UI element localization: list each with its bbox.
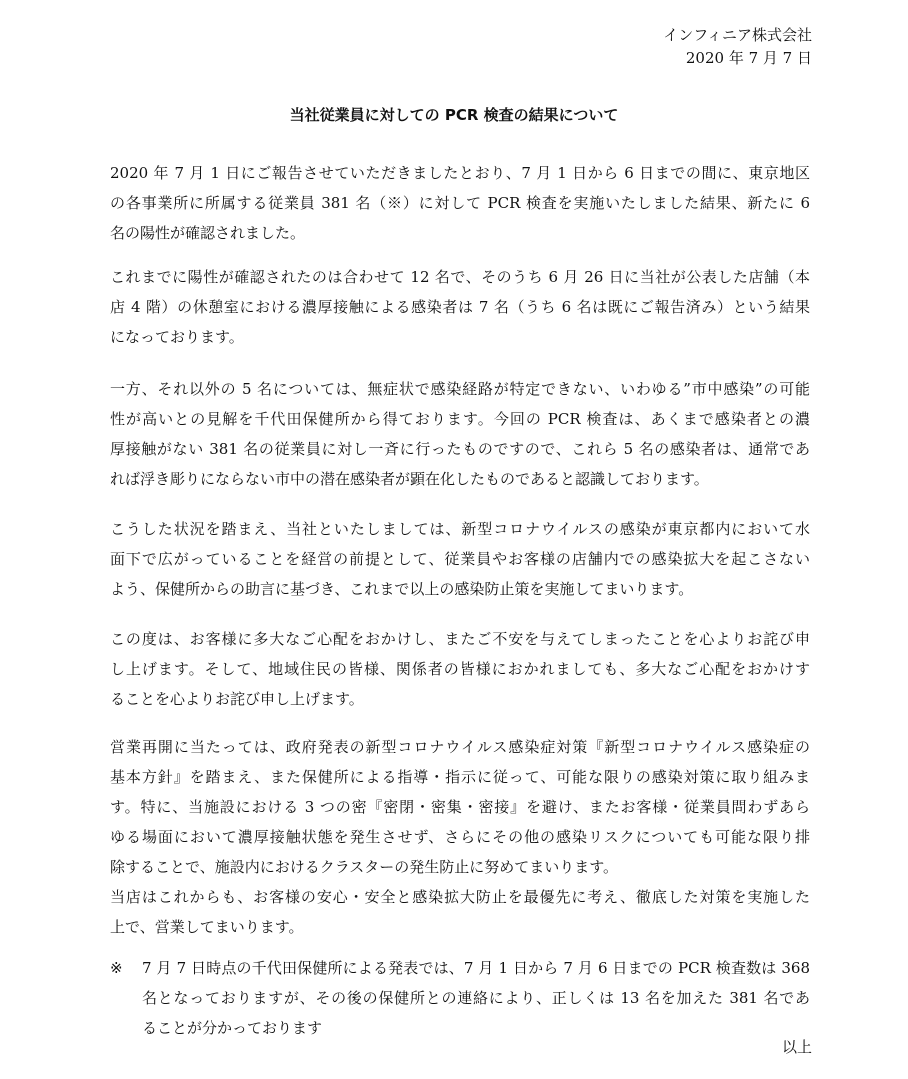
paragraph-line: こうした状況を踏まえ、当社といたしましては、新型コロナウイルスの感染が東京都内において水 <box>110 520 810 538</box>
paragraph-line: す。特に、当施設における 3 つの密『密閉・密集・密接』を避け、またお客様・従業員問わずあら <box>110 798 810 816</box>
paragraph-line: 面下で広がっていることを経営の前提として、従業員やお客様の店舗内での感染拡大を起こさない <box>110 550 810 568</box>
paragraph-line: し上げます。そして、地域住民の皆様、関係者の皆様におかれましても、多大なご心配をおかけす <box>110 660 810 678</box>
paragraph-4 <box>110 514 810 604</box>
closing-mark: 以上 <box>781 1038 812 1056</box>
paragraph-line: 店 4 階）の休憩室における濃厚接触による感染者は 7 名（うち 6 名は既にご報告済み）という結果 <box>110 298 810 316</box>
paragraph-line: 上で、営業してまいります。 <box>110 918 304 936</box>
paragraph-2 <box>110 262 810 352</box>
paragraph-line: この度は、お客様に多大なご心配をおかけし、またご不安を与えてしまったことを心よりお詫び申 <box>110 630 810 648</box>
paragraph-line: ゆる場面において濃厚接触状態を発生させず、さらにその他の感染リスクについても可能な限り排 <box>110 828 810 846</box>
paragraph-line: れば浮き彫りにならない市中の潜在感染者が顕在化したものであると認識しております。 <box>110 470 709 488</box>
footnote-mark: ※ <box>110 959 123 977</box>
footnote-body <box>142 953 810 1043</box>
paragraph-line: 基本方針』を踏まえ、また保健所による指導・指示に従って、可能な限りの感染対策に取り組みま <box>110 768 810 786</box>
footnote-line: 名となっておりますが、その後の保健所との連絡により、正しくは 13 名を加えた 381 名であ <box>142 989 810 1007</box>
paragraph-6 <box>110 732 810 942</box>
paragraph-1 <box>110 158 810 248</box>
paragraph-line: ることを心よりお詫び申し上げます。 <box>110 690 364 708</box>
company-name: インフィニア株式会社 <box>663 26 812 44</box>
footnote-line: 7 月 7 日時点の千代田保健所による発表では、7 月 1 日から 7 月 6 日までの PCR 検査数は 368 <box>142 959 810 977</box>
paragraph-line: よう、保健所からの助言に基づき、これまで以上の感染防止策を実施してまいります。 <box>110 580 694 598</box>
footnote <box>110 953 810 1043</box>
footnote-line: ることが分かっております <box>142 1019 323 1037</box>
document-title: 当社従業員に対しての PCR 検査の結果について <box>289 106 619 124</box>
paragraph-line: になっております。 <box>110 328 244 346</box>
paragraph-5 <box>110 624 810 714</box>
paragraph-line: 営業再開に当たっては、政府発表の新型コロナウイルス感染症対策『新型コロナウイルス感染症の <box>110 738 810 756</box>
paragraph-line: 厚接触がない 381 名の従業員に対し一斉に行ったものですので、これら 5 名の感染者は、通常であ <box>110 440 810 458</box>
paragraph-line: 2020 年 7 月 1 日にご報告させていただきましたとおり、7 月 1 日から 6 日までの間に、東京地区 <box>110 164 810 182</box>
paragraph-line: の各事業所に所属する従業員 381 名（※）に対して PCR 検査を実施いたしました結果、新たに 6 <box>110 194 810 212</box>
paragraph-line: 名の陽性が確認されました。 <box>110 224 306 242</box>
paragraph-line: 性が高いとの見解を千代田保健所から得ております。今回の PCR 検査は、あくまで感染者との濃 <box>110 410 810 428</box>
document-date: 2020 年 7 月 7 日 <box>685 49 812 67</box>
paragraph-line: これまでに陽性が確認されたのは合わせて 12 名で、そのうち 6 月 26 日に当社が公表した店舗（本 <box>110 268 810 286</box>
paragraph-line: 除することで、施設内におけるクラスターの発生防止に努めてまいります。 <box>110 858 619 876</box>
paragraph-line: 当店はこれからも、お客様の安心・安全と感染拡大防止を最優先に考え、徹底した対策を実施した <box>110 888 810 906</box>
paragraph-3 <box>110 374 810 494</box>
paragraph-line: 一方、それ以外の 5 名については、無症状で感染経路が特定できない、いわゆる”市中感染”の可能 <box>110 380 810 398</box>
